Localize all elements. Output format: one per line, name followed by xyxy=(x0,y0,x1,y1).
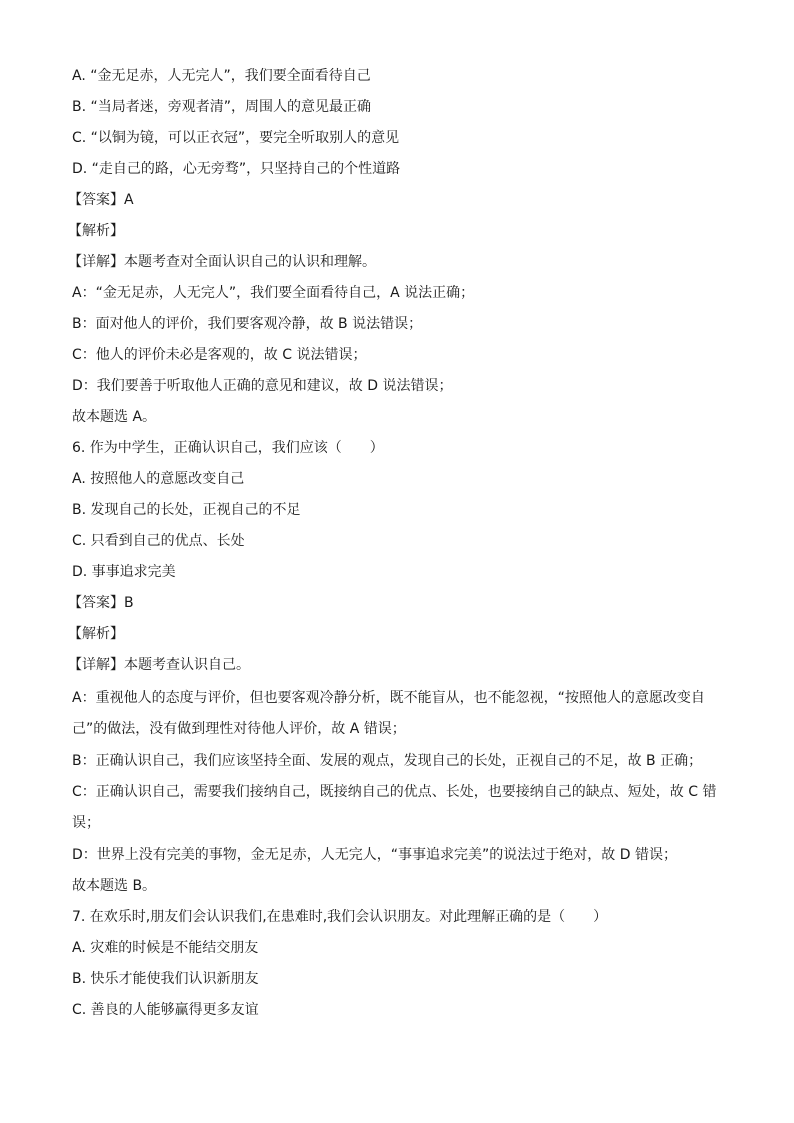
q7-stem: 7. 在欢乐时,朋友们会认识我们,在患难时,我们会认识朋友。对此理解正确的是（ ） xyxy=(72,909,608,925)
q7-option-b: B. 快乐才能使我们认识新朋友 xyxy=(72,971,259,987)
q5-detail-c: C：他人的评价未必是客观的，故 C 说法错误； xyxy=(72,347,367,363)
q7-option-a: A. 灾难的时候是不能结交朋友 xyxy=(72,940,259,956)
q5-analysis-label: 【解析】 xyxy=(68,223,124,239)
q6-detail-c-line2: 误； xyxy=(72,815,100,831)
q6-detail-d: D：世界上没有完美的事物，金无足赤，人无完人，“事事追求完美”的说法过于绝对，故 D 错误； xyxy=(72,847,677,863)
q6-option-c: C. 只看到自己的优点、长处 xyxy=(72,533,245,549)
q6-detail-a-line2: 己”的做法，没有做到理性对待他人评价，故 A 错误； xyxy=(72,721,406,737)
q5-detail-b: B：面对他人的评价，我们要客观冷静，故 B 说法错误； xyxy=(72,316,423,332)
q6-stem: 6. 作为中学生，正确认识自己，我们应该（ ） xyxy=(72,440,384,456)
q6-detail-c-line1: C：正确认识自己，需要我们接纳自己，既接纳自己的优点、长处，也要接纳自己的缺点、短处，故 C 错 xyxy=(72,784,717,800)
q6-option-b: B. 发现自己的长处，正视自己的不足 xyxy=(72,502,301,518)
q6-answer: 【答案】B xyxy=(68,595,134,611)
q7-option-c: C. 善良的人能够赢得更多友谊 xyxy=(72,1002,259,1018)
q6-detail-intro: 【详解】本题考查认识自己。 xyxy=(68,657,250,673)
q5-option-a: A. “金无足赤，人无完人”，我们要全面看待自己 xyxy=(72,68,371,84)
q6-detail-b: B：正确认识自己，我们应该坚持全面、发展的观点，发现自己的长处，正视自己的不足，故 B 正确； xyxy=(72,753,703,769)
q5-conclusion: 故本题选 A。 xyxy=(72,409,157,425)
q5-detail-a: A：“金无足赤，人无完人”，我们要全面看待自己，A 说法正确； xyxy=(72,285,475,301)
q6-analysis-label: 【解析】 xyxy=(68,626,124,642)
q5-option-b: B. “当局者迷，旁观者清”，周围人的意见最正确 xyxy=(72,99,372,115)
q5-detail-d: D：我们要善于听取他人正确的意见和建议，故 D 说法错误； xyxy=(72,378,453,394)
q6-conclusion: 故本题选 B。 xyxy=(72,878,157,894)
q6-detail-a-line1: A：重视他人的态度与评价，但也要客观冷静分析，既不能盲从，也不能忽视，“按照他人的意愿改变自 xyxy=(72,690,705,706)
q6-option-a: A. 按照他人的意愿改变自己 xyxy=(72,471,245,487)
q5-detail-intro: 【详解】本题考查对全面认识自己的认识和理解。 xyxy=(68,254,376,270)
q6-option-d: D. 事事追求完美 xyxy=(72,564,176,580)
q5-answer: 【答案】A xyxy=(68,192,134,208)
q5-option-d: D. “走自己的路，心无旁骛”，只坚持自己的个性道路 xyxy=(72,161,401,177)
q5-option-c: C. “以铜为镜，可以正衣冠”，要完全听取别人的意见 xyxy=(72,130,400,146)
